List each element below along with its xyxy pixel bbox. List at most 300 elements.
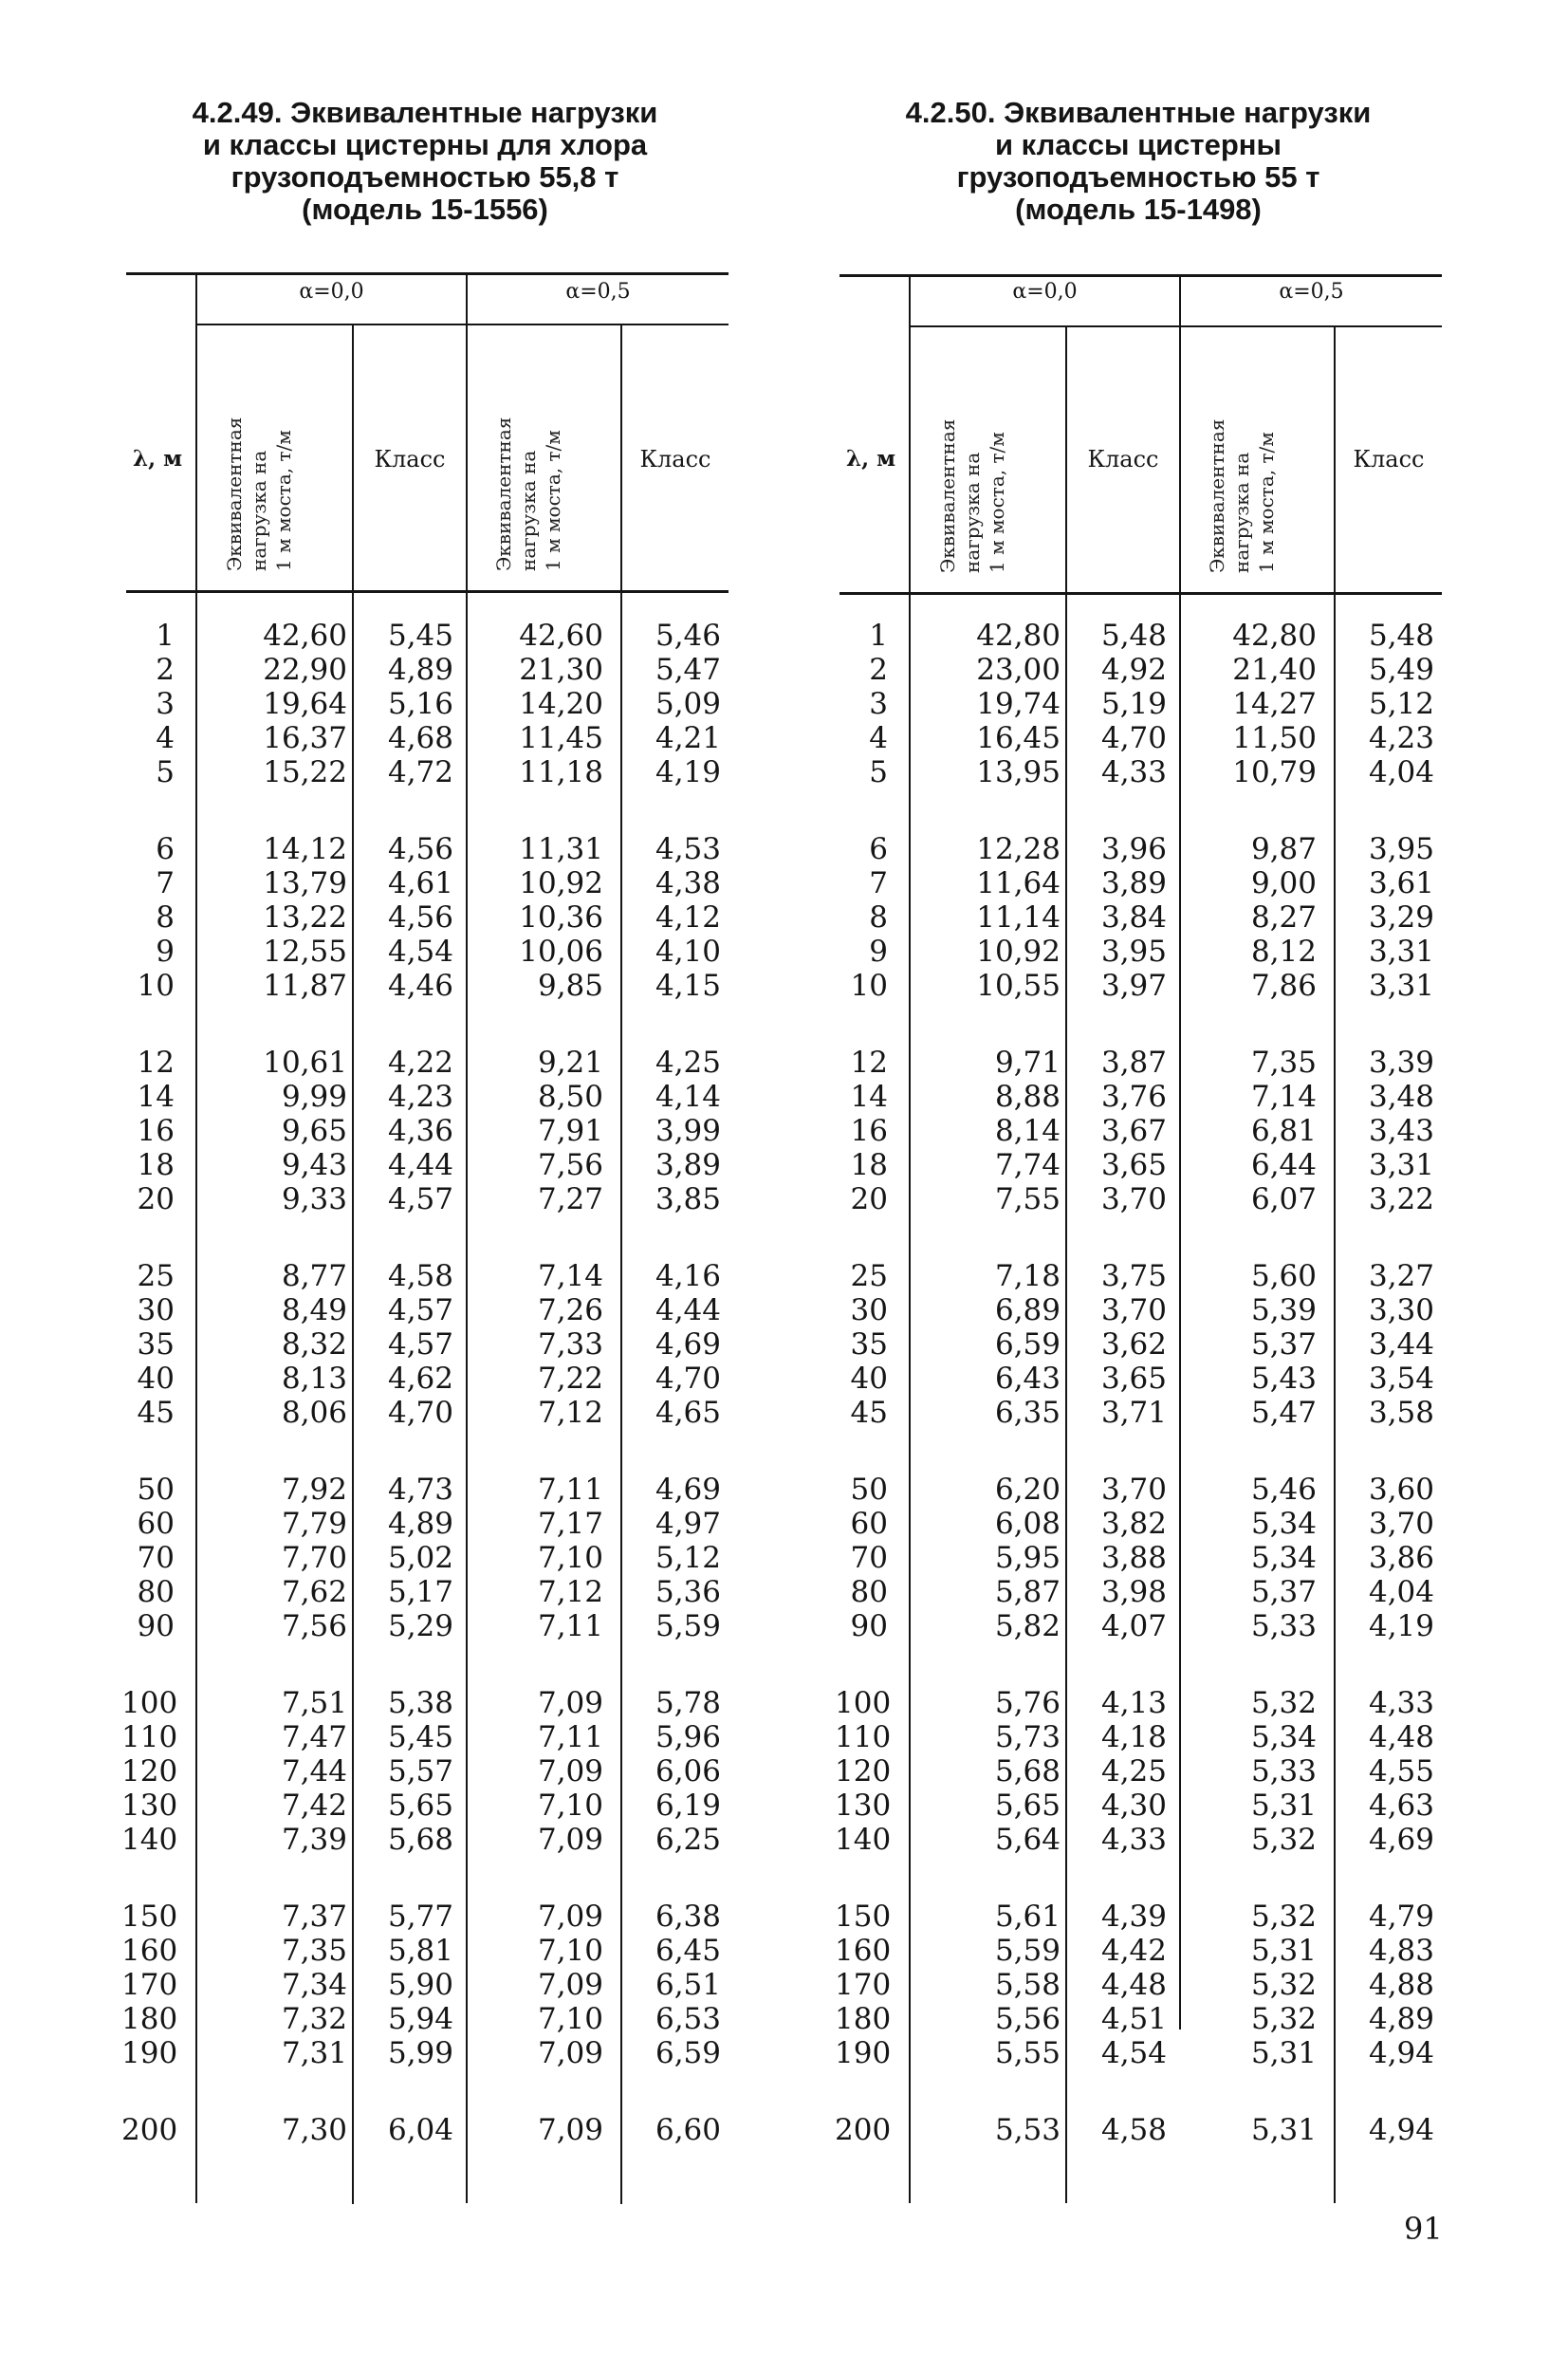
table-cell: 8,27 (1250, 900, 1317, 935)
table-cell: 23,00 (976, 653, 1061, 687)
table-cell: 4 (869, 721, 888, 755)
table-cell: 3,98 (1100, 1575, 1167, 1609)
table-cell: 3,65 (1100, 1148, 1167, 1182)
table-cell: 11,14 (976, 900, 1061, 935)
table-cell: 4,23 (1368, 721, 1434, 755)
table-cell: 7,09 (537, 1968, 603, 2002)
table-cell: 6,25 (655, 1823, 721, 1857)
table-cell: 7 (869, 866, 888, 900)
table-cell: 4,10 (655, 935, 721, 969)
table-cell: 9,21 (537, 1046, 603, 1080)
lambda-column (835, 619, 892, 2147)
table-cell: 7,33 (537, 1327, 603, 1362)
table-cell: 4,33 (1100, 1823, 1167, 1857)
table-cell: 16,37 (263, 721, 347, 755)
top-rule (839, 274, 1442, 277)
table-cell: 16 (850, 1114, 888, 1148)
table-cell: 9,65 (281, 1114, 347, 1148)
equiv-a5-column (1190, 619, 1317, 2147)
table-cell: 60 (850, 1507, 888, 1541)
table-cell: 4,58 (387, 1259, 453, 1293)
table-cell: 5,59 (655, 1609, 721, 1643)
table-cell: 8,13 (281, 1362, 347, 1396)
table-cell: 3,58 (1368, 1396, 1434, 1430)
table-cell: 3,97 (1100, 969, 1167, 1003)
table-cell: 6,53 (655, 2002, 721, 2036)
alpha-rule (197, 324, 729, 325)
table-cell: 5,47 (655, 653, 721, 687)
table-cell: 5,59 (994, 1934, 1061, 1968)
table-cell: 5,53 (994, 2113, 1061, 2147)
table-cell: 5,99 (387, 2036, 453, 2070)
class-a0-column (366, 619, 453, 2147)
table-cell: 5,33 (1250, 1754, 1317, 1789)
table-cell: 7,26 (537, 1293, 603, 1327)
table-cell: 130 (835, 1789, 892, 1823)
table-cell: 40 (850, 1362, 888, 1396)
table-cell: 4,44 (387, 1148, 453, 1182)
table-cell: 5,12 (655, 1541, 721, 1575)
table-cell: 7,09 (537, 1823, 603, 1857)
table-cell: 5,02 (387, 1541, 453, 1575)
table-cell: 10,36 (519, 900, 603, 935)
table-cell: 3,87 (1100, 1046, 1167, 1080)
table-cell: 7,11 (537, 1720, 603, 1754)
table-cell: 6,08 (994, 1507, 1061, 1541)
table-cell: 6,06 (655, 1754, 721, 1789)
table-cell: 5,78 (655, 1686, 721, 1720)
table-cell: 4,14 (655, 1080, 721, 1114)
table-cell: 3,39 (1368, 1046, 1434, 1080)
table-cell: 7,12 (537, 1396, 603, 1430)
table-cell: 4,70 (387, 1396, 453, 1430)
table-cell: 4,15 (655, 969, 721, 1003)
table-cell: 6,44 (1250, 1148, 1317, 1182)
table-cell: 5,39 (1250, 1293, 1317, 1327)
table-cell: 4,54 (387, 935, 453, 969)
table-cell: 6 (869, 832, 888, 866)
table-cell: 4,57 (387, 1327, 453, 1362)
table-cell: 180 (121, 2002, 178, 2036)
table-cell: 8 (156, 900, 175, 935)
table-cell: 5,68 (994, 1754, 1061, 1789)
table-cell: 7,47 (281, 1720, 347, 1754)
table-cell: 10,79 (1232, 755, 1317, 789)
table-cell: 7,32 (281, 2002, 347, 2036)
table-cell: 6,45 (655, 1934, 721, 1968)
table-cell: 13,79 (263, 866, 347, 900)
table-cell: 8,32 (281, 1327, 347, 1362)
table-cell: 3,62 (1100, 1327, 1167, 1362)
table-cell: 200 (121, 2113, 178, 2147)
table-cell: 11,87 (263, 969, 347, 1003)
table-cell: 9,87 (1250, 832, 1317, 866)
table-cell: 10,55 (976, 969, 1061, 1003)
table-cell: 4,16 (655, 1259, 721, 1293)
table-cell: 4,97 (655, 1507, 721, 1541)
table-cell: 7,17 (537, 1507, 603, 1541)
table-cell: 3,30 (1368, 1293, 1434, 1327)
table-cell: 7,91 (537, 1114, 603, 1148)
class-header-a0: Класс (374, 446, 446, 473)
table-cell: 4,25 (1100, 1754, 1167, 1789)
table-cell: 4,79 (1368, 1900, 1434, 1934)
class-a5-column (634, 619, 721, 2147)
table-cell: 8,77 (281, 1259, 347, 1293)
table-cell: 9,43 (281, 1148, 347, 1182)
table-cell: 4,51 (1100, 2002, 1167, 2036)
table-cell: 7,12 (537, 1575, 603, 1609)
table-cell: 150 (835, 1900, 892, 1934)
table-cell: 5,32 (1250, 1968, 1317, 2002)
col-divider (1179, 274, 1181, 2030)
table-cell: 4,07 (1100, 1609, 1167, 1643)
table-cell: 12,55 (263, 935, 347, 969)
table-cell: 5,73 (994, 1720, 1061, 1754)
table-cell: 4,88 (1368, 1968, 1434, 2002)
table-cell: 7,11 (537, 1473, 603, 1507)
table-cell: 4,39 (1100, 1900, 1167, 1934)
table-cell: 3,65 (1100, 1362, 1167, 1396)
table-cell: 4,57 (387, 1293, 453, 1327)
table-cell: 6,81 (1250, 1114, 1317, 1148)
table-cell: 4,19 (1368, 1609, 1434, 1643)
table-cell: 140 (835, 1823, 892, 1857)
table-cell: 4,13 (1100, 1686, 1167, 1720)
table-cell: 4,38 (655, 866, 721, 900)
table-cell: 13,95 (976, 755, 1061, 789)
table-cell: 7,56 (281, 1609, 347, 1643)
table-cell: 3,71 (1100, 1396, 1167, 1430)
table-cell: 3,70 (1368, 1507, 1434, 1541)
table-cell: 140 (121, 1823, 178, 1857)
table-cell: 3,95 (1100, 935, 1167, 969)
table-cell: 4,42 (1100, 1934, 1167, 1968)
table-cell: 18 (850, 1148, 888, 1182)
table-cell: 6,04 (387, 2113, 453, 2147)
table-cell: 50 (850, 1473, 888, 1507)
equiv-a0-column (926, 619, 1061, 2147)
table-cell: 25 (850, 1259, 888, 1293)
table-cell: 13,22 (263, 900, 347, 935)
table-cell: 7,30 (281, 2113, 347, 2147)
table-cell: 3,89 (655, 1148, 721, 1182)
table-cell: 110 (121, 1720, 178, 1754)
table-cell: 5,57 (387, 1754, 453, 1789)
table-cell: 4,73 (387, 1473, 453, 1507)
table-cell: 42,80 (976, 619, 1061, 653)
table-cell: 6,59 (994, 1327, 1061, 1362)
table-cell: 12 (137, 1046, 175, 1080)
table-cell: 4,89 (387, 653, 453, 687)
table-cell: 5,32 (1250, 1823, 1317, 1857)
table-cell: 7,10 (537, 1934, 603, 1968)
table-cell: 7,35 (1250, 1046, 1317, 1080)
table-cell: 5,12 (1368, 687, 1434, 721)
table-cell: 4,25 (655, 1046, 721, 1080)
table-cell: 6,20 (994, 1473, 1061, 1507)
table-cell: 4,30 (1100, 1789, 1167, 1823)
table-cell: 11,64 (976, 866, 1061, 900)
table-cell: 7,31 (281, 2036, 347, 2070)
table-cell: 5,47 (1250, 1396, 1317, 1430)
alpha0-header: α=0,0 (299, 280, 364, 304)
table-cell: 3,76 (1100, 1080, 1167, 1114)
table-cell: 7,79 (281, 1507, 347, 1541)
table-cell: 3,85 (655, 1182, 721, 1216)
table-cell: 4,63 (1368, 1789, 1434, 1823)
table-cell: 3,54 (1368, 1362, 1434, 1396)
table-cell: 4,33 (1368, 1686, 1434, 1720)
table-cell: 5,65 (994, 1789, 1061, 1823)
table-cell: 5,96 (655, 1720, 721, 1754)
table-cell: 5,95 (994, 1541, 1061, 1575)
table-cell: 4,89 (1368, 2002, 1434, 2036)
table-cell: 120 (835, 1754, 892, 1789)
table-cell: 6,60 (655, 2113, 721, 2147)
table-cell: 190 (121, 2036, 178, 2070)
table-cell: 4,33 (1100, 755, 1167, 789)
table-cell: 4,53 (655, 832, 721, 866)
table-cell: 7,10 (537, 2002, 603, 2036)
table-cell: 4,44 (655, 1293, 721, 1327)
table-cell: 7,09 (537, 1686, 603, 1720)
table-cell: 7,86 (1250, 969, 1317, 1003)
table-cell: 4,70 (655, 1362, 721, 1396)
table-cell: 5,94 (387, 2002, 453, 2036)
table-cell: 4,56 (387, 900, 453, 935)
table-cell: 3,88 (1100, 1541, 1167, 1575)
table-cell: 5,37 (1250, 1575, 1317, 1609)
alpha5-header: α=0,5 (1279, 280, 1344, 304)
table-cell: 8,50 (537, 1080, 603, 1114)
table-cell: 15,22 (263, 755, 347, 789)
table-cell: 7,27 (537, 1182, 603, 1216)
class-header-a0: Класс (1087, 446, 1159, 473)
table-cell: 110 (835, 1720, 892, 1754)
table-cell: 21,40 (1232, 653, 1317, 687)
table-cell: 6,38 (655, 1900, 721, 1934)
table-cell: 180 (835, 2002, 892, 2036)
header-bottom-rule (839, 592, 1442, 595)
table-cell: 42,80 (1232, 619, 1317, 653)
table-cell: 3,82 (1100, 1507, 1167, 1541)
table-cell: 7,10 (537, 1789, 603, 1823)
table-cell: 4,48 (1100, 1968, 1167, 2002)
table-cell: 2 (869, 653, 888, 687)
table-cell: 5 (869, 755, 888, 789)
table-cell: 7,09 (537, 2036, 603, 2070)
table-cell: 42,60 (519, 619, 603, 653)
equiv-a5-column (476, 619, 603, 2147)
table-cell: 4,57 (387, 1182, 453, 1216)
table-cell: 4,46 (387, 969, 453, 1003)
table-cell: 80 (850, 1575, 888, 1609)
table-cell: 4,70 (1100, 721, 1167, 755)
table-cell: 4,54 (1100, 2036, 1167, 2070)
table-cell: 6,43 (994, 1362, 1061, 1396)
table-cell: 4,72 (387, 755, 453, 789)
table-cell: 9,33 (281, 1182, 347, 1216)
table-cell: 50 (137, 1473, 175, 1507)
lambda-header: λ, м (132, 446, 183, 472)
table-cell: 3 (869, 687, 888, 721)
table-cell: 7,09 (537, 1900, 603, 1934)
table-cell: 70 (137, 1541, 175, 1575)
table-4-2-50 (835, 0, 1442, 2230)
table-cell: 7,42 (281, 1789, 347, 1823)
table-cell: 4,23 (387, 1080, 453, 1114)
table-cell: 5,16 (387, 687, 453, 721)
table-cell: 7,22 (537, 1362, 603, 1396)
table-cell: 6,35 (994, 1396, 1061, 1430)
table-cell: 7,34 (281, 1968, 347, 2002)
table-cell: 4,69 (655, 1327, 721, 1362)
table-cell: 4,18 (1100, 1720, 1167, 1754)
table-cell: 8,06 (281, 1396, 347, 1430)
table-cell: 5,19 (1100, 687, 1167, 721)
table-cell: 70 (850, 1541, 888, 1575)
table-cell: 6,59 (655, 2036, 721, 2070)
table-cell: 5,37 (1250, 1327, 1317, 1362)
table-cell: 3,96 (1100, 832, 1167, 866)
class-header-a5: Класс (1353, 446, 1425, 473)
table-cell: 11,31 (519, 832, 603, 866)
table-cell: 5,38 (387, 1686, 453, 1720)
table-cell: 14 (137, 1080, 175, 1114)
page-number: 91 (1404, 2211, 1443, 2247)
table-cell: 10 (137, 969, 175, 1003)
table-cell: 3,70 (1100, 1182, 1167, 1216)
equiv-load-header-a5: Эквивалентная нагрузка на 1 м моста, т/м (1206, 418, 1278, 573)
table-cell: 11,45 (519, 721, 603, 755)
table-cell: 3,31 (1368, 935, 1434, 969)
class-a0-column (1079, 619, 1167, 2147)
alpha0-header: α=0,0 (1012, 280, 1078, 304)
table-cell: 3,95 (1368, 832, 1434, 866)
equiv-load-header-a0: Эквивалентная нагрузка на 1 м моста, т/м (936, 418, 1008, 573)
table-cell: 3,27 (1368, 1259, 1434, 1293)
table-cell: 130 (121, 1789, 178, 1823)
table-cell: 3,43 (1368, 1114, 1434, 1148)
table-cell: 7,14 (537, 1259, 603, 1293)
table-cell: 9 (869, 935, 888, 969)
table-cell: 3,31 (1368, 1148, 1434, 1182)
table-cell: 4,69 (1368, 1823, 1434, 1857)
table-cell: 5,31 (1250, 2113, 1317, 2147)
table-cell: 11,18 (519, 755, 603, 789)
table-cell: 3,61 (1368, 866, 1434, 900)
table-cell: 4,21 (655, 721, 721, 755)
table-cell: 3 (156, 687, 175, 721)
col-divider (909, 274, 911, 2203)
table-cell: 25 (137, 1259, 175, 1293)
table-cell: 35 (850, 1327, 888, 1362)
table-cell: 3,22 (1368, 1182, 1434, 1216)
table-cell: 14,12 (263, 832, 347, 866)
table-cell: 7,39 (281, 1823, 347, 1857)
table-cell: 5 (156, 755, 175, 789)
table-cell: 7,37 (281, 1900, 347, 1934)
col-divider (620, 325, 622, 2204)
table-title: 4.2.49. Эквивалентные нагрузки и классы цистерны для хлора грузоподъемностью 55,8 т (модель 15-1556) (192, 96, 658, 226)
header-bottom-rule (126, 590, 729, 593)
table-cell: 4,83 (1368, 1934, 1434, 1968)
table-cell: 7,44 (281, 1754, 347, 1789)
table-cell: 45 (850, 1396, 888, 1430)
table-cell: 3,44 (1368, 1327, 1434, 1362)
table-cell: 6,51 (655, 1968, 721, 2002)
table-cell: 45 (137, 1396, 175, 1430)
table-cell: 2 (156, 653, 175, 687)
table-cell: 5,90 (387, 1968, 453, 2002)
class-a5-column (1347, 619, 1434, 2147)
table-cell: 7,14 (1250, 1080, 1317, 1114)
table-cell: 5,36 (655, 1575, 721, 1609)
table-cell: 10 (850, 969, 888, 1003)
table-cell: 4,56 (387, 832, 453, 866)
table-cell: 5,48 (1368, 619, 1434, 653)
table-cell: 12,28 (976, 832, 1061, 866)
table-cell: 4,04 (1368, 1575, 1434, 1609)
table-cell: 5,65 (387, 1789, 453, 1823)
lambda-column (121, 619, 178, 2147)
table-cell: 9,00 (1250, 866, 1317, 900)
table-cell: 7 (156, 866, 175, 900)
table-cell: 6,07 (1250, 1182, 1317, 1216)
table-cell: 4,58 (1100, 2113, 1167, 2147)
table-cell: 7,51 (281, 1686, 347, 1720)
table-cell: 16 (137, 1114, 175, 1148)
table-cell: 3,75 (1100, 1259, 1167, 1293)
col-divider (1065, 327, 1067, 2203)
table-cell: 6,89 (994, 1293, 1061, 1327)
table-cell: 1 (869, 619, 888, 653)
table-cell: 7,11 (537, 1609, 603, 1643)
table-cell: 7,35 (281, 1934, 347, 1968)
table-cell: 4,62 (387, 1362, 453, 1396)
table-cell: 5,56 (994, 2002, 1061, 2036)
table-cell: 4,65 (655, 1396, 721, 1430)
table-cell: 4,04 (1368, 755, 1434, 789)
table-4-2-49 (121, 0, 729, 2230)
table-cell: 200 (835, 2113, 892, 2147)
table-cell: 35 (137, 1327, 175, 1362)
table-cell: 7,62 (281, 1575, 347, 1609)
alpha5-header: α=0,5 (565, 280, 631, 304)
table-cell: 8,88 (994, 1080, 1061, 1114)
table-cell: 90 (850, 1609, 888, 1643)
table-cell: 4,94 (1368, 2036, 1434, 2070)
table-cell: 160 (121, 1934, 178, 1968)
top-rule (126, 272, 729, 275)
table-cell: 3,70 (1100, 1293, 1167, 1327)
table-cell: 14,27 (1232, 687, 1317, 721)
table-cell: 5,17 (387, 1575, 453, 1609)
table-cell: 7,70 (281, 1541, 347, 1575)
table-cell: 3,86 (1368, 1541, 1434, 1575)
table-cell: 5,61 (994, 1900, 1061, 1934)
table-cell: 4,94 (1368, 2113, 1434, 2147)
table-cell: 4,22 (387, 1046, 453, 1080)
table-cell: 5,55 (994, 2036, 1061, 2070)
table-cell: 5,31 (1250, 1789, 1317, 1823)
table-cell: 20 (137, 1182, 175, 1216)
table-cell: 160 (835, 1934, 892, 1968)
equiv-a0-column (212, 619, 347, 2147)
table-cell: 3,70 (1100, 1473, 1167, 1507)
table-cell: 11,50 (1232, 721, 1317, 755)
